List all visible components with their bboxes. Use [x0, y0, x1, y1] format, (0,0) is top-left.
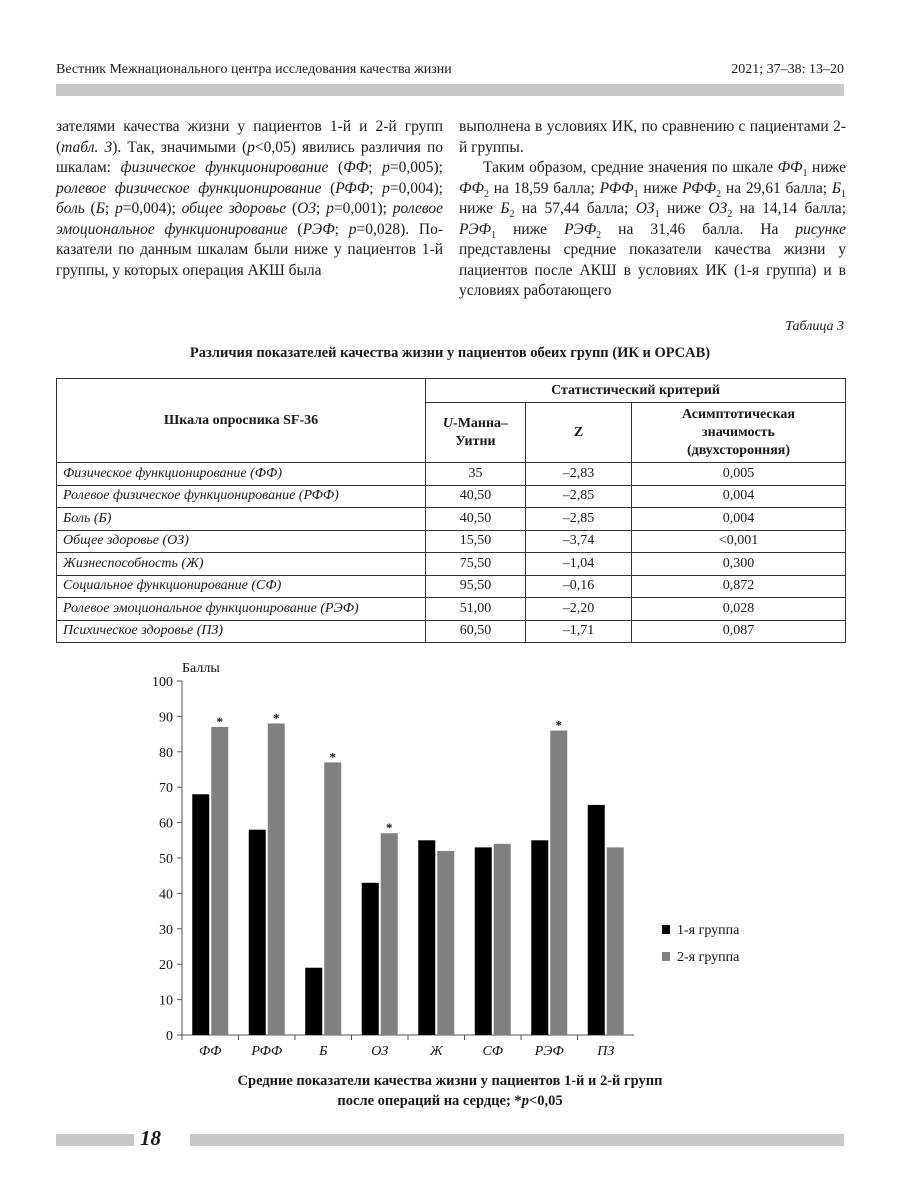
legend-swatch: [662, 952, 670, 961]
row-p-value: 0,872: [632, 575, 846, 598]
row-p-value: 0,028: [632, 598, 846, 621]
x-tick-label: СФ: [482, 1044, 504, 1059]
y-tick-label: 50: [159, 852, 173, 867]
row-u-value: 35: [426, 463, 526, 486]
criterion-header: Статистический критерий: [426, 379, 846, 403]
table-row: [57, 485, 846, 508]
page-number: 18: [140, 1126, 161, 1150]
y-tick-label: 10: [159, 993, 173, 1009]
row-z-value: –3,74: [526, 530, 632, 553]
row-scale-name: Общее здоровье (ОЗ): [57, 530, 426, 553]
row-scale-name: Жизнеспособность (Ж): [57, 553, 426, 576]
y-tick-label: 40: [159, 887, 173, 903]
footer-rule-right: [190, 1134, 844, 1146]
bar-series2-ОЗ: [381, 833, 398, 1035]
row-u-value: 40,50: [426, 485, 526, 508]
table-row: [57, 620, 846, 643]
y-axis-label: Баллы: [182, 661, 220, 676]
significance-marker: *: [329, 749, 336, 765]
y-tick-label: 70: [159, 781, 173, 797]
running-header: [56, 62, 844, 82]
row-p-value: 0,004: [632, 508, 846, 531]
bar-series1-ПЗ: [588, 805, 605, 1035]
u-header: U-Манна– Уитни: [426, 403, 526, 463]
results-table: [56, 378, 846, 643]
y-tick-label: 20: [159, 958, 173, 974]
x-tick-label: РФФ: [251, 1044, 283, 1059]
table-row: [57, 463, 846, 486]
significance-header: Асимптотическая значимость (двухсторонняя): [632, 403, 846, 463]
table-row: [57, 598, 846, 621]
x-tick-label: РЭФ: [534, 1044, 564, 1059]
row-z-value: –2,83: [526, 463, 632, 486]
legend-label: 2-я группа: [677, 950, 740, 965]
bar-series2-ПЗ: [607, 847, 624, 1035]
header-rule: [56, 84, 844, 96]
bar-series2-СФ: [494, 844, 511, 1035]
row-u-value: 15,50: [426, 530, 526, 553]
y-tick-label: 0: [166, 1029, 173, 1044]
x-tick-label: Ж: [429, 1044, 443, 1059]
bar-series1-РФФ: [249, 830, 266, 1035]
row-u-value: 51,00: [426, 598, 526, 621]
row-scale-name: Психическое здоровье (ПЗ): [57, 620, 426, 643]
row-z-value: –2,20: [526, 598, 632, 621]
table-label: Таблица 3: [785, 319, 844, 334]
significance-marker: *: [555, 717, 562, 733]
significance-marker: *: [216, 714, 223, 730]
y-tick-label: 60: [159, 816, 173, 832]
row-z-value: –2,85: [526, 485, 632, 508]
row-scale-name: Боль (Б): [57, 508, 426, 531]
legend-label: 1-я группа: [677, 923, 740, 938]
table-row: [57, 530, 846, 553]
x-tick-label: Б: [319, 1044, 328, 1059]
text-column-left: зателями качества жизни у пациентов 1-й и 2-й групп (табл. 3). Так, значимыми (p<0,05) явились различия по шкалам: физическое функционирование (ФФ; p=0,005); ролевое физическое функционирование (РФФ; p=0,004); боль (Б; p=0,004); общее здоровье (ОЗ; p=0,001); ролевое эмоциональное функционирование (РЭФ; p=0,028). Показатели по данным шкалам были ниже у пациентов 1-й группы, у которых операция АКШ была: [56, 118, 444, 279]
y-tick-label: 30: [159, 922, 173, 938]
row-u-value: 40,50: [426, 508, 526, 531]
x-tick-label: ПЗ: [597, 1044, 615, 1059]
x-tick-label: ОЗ: [371, 1044, 389, 1059]
text-column-right: выполнена в условиях ИК, по сравнению с пациентами 2-й группы. Таким образом, средние значения по шкале $ФФ_1$ ниже $ФФ_2$ на 18,59 балла; $РФФ_1$ ниже $РФФ_2$ на 29,61 балла; $Б_1$ ниже $Б_2$ на 57,44 балла; $ОЗ_1$ ниже $ОЗ_2$ на 14,14 балла; $РЭФ_1$ ниже $РЭФ_2$ на 31,46 балла. На рисунке представлены средние показатели качества жизни у пациентов после АКШ в условиях ИК (1-я группа) и в условиях работающего: [459, 118, 847, 299]
table-row: [57, 575, 846, 598]
row-scale-name: Физическое функционирование (ФФ): [57, 463, 426, 486]
bar-series1-СФ: [475, 847, 492, 1035]
bar-series1-Б: [305, 968, 322, 1035]
bar-series1-РЭФ: [531, 840, 548, 1035]
row-p-value: 0,300: [632, 553, 846, 576]
row-z-value: –1,71: [526, 620, 632, 643]
bar-series2-РЭФ: [550, 731, 567, 1035]
scale-header: Шкала опросника SF-36: [57, 379, 426, 463]
bar-series2-РФФ: [268, 723, 285, 1035]
row-scale-name: Ролевое физическое функционирование (РФФ): [57, 485, 426, 508]
bar-series1-ФФ: [192, 794, 209, 1035]
bar-series1-Ж: [418, 840, 435, 1035]
table-title: Различия показателей качества жизни у пациентов обеих групп (ИК и OPCAB): [189, 345, 711, 361]
y-tick-label: 100: [152, 675, 173, 690]
row-u-value: 60,50: [426, 620, 526, 643]
row-p-value: 0,087: [632, 620, 846, 643]
row-scale-name: Социальное функционирование (СФ): [57, 575, 426, 598]
y-tick-label: 80: [159, 745, 173, 761]
row-z-value: –0,16: [526, 575, 632, 598]
row-u-value: 75,50: [426, 553, 526, 576]
y-tick-label: 90: [159, 710, 173, 726]
table-row: [57, 508, 846, 531]
bar-series2-ФФ: [211, 727, 228, 1035]
row-z-value: –1,04: [526, 553, 632, 576]
row-p-value: <0,001: [632, 530, 846, 553]
bar-chart: [120, 655, 780, 1065]
row-z-value: –2,85: [526, 508, 632, 531]
significance-marker: *: [386, 820, 393, 836]
bar-series2-Ж: [437, 851, 454, 1035]
footer-rule-left: [56, 1134, 134, 1146]
bar-series1-ОЗ: [362, 883, 379, 1035]
table-row: [57, 553, 846, 576]
z-header: Z: [526, 403, 632, 463]
row-p-value: 0,004: [632, 485, 846, 508]
figure-caption: Средние показатели качества жизни у пациентов 1-й и 2-й групп после операций на сердце; *p<0,05: [237, 1073, 663, 1109]
x-tick-label: ФФ: [198, 1044, 222, 1059]
bar-series2-Б: [324, 762, 341, 1035]
significance-marker: *: [273, 710, 280, 726]
journal-title: Вестник Межнационального центра исследования качества жизни: [56, 62, 452, 77]
row-u-value: 95,50: [426, 575, 526, 598]
legend-swatch: [662, 925, 670, 934]
row-scale-name: Ролевое эмоциональное функционирование (РЭФ): [57, 598, 426, 621]
row-p-value: 0,005: [632, 463, 846, 486]
issue-info: 2021; 37–38: 13–20: [731, 62, 844, 77]
